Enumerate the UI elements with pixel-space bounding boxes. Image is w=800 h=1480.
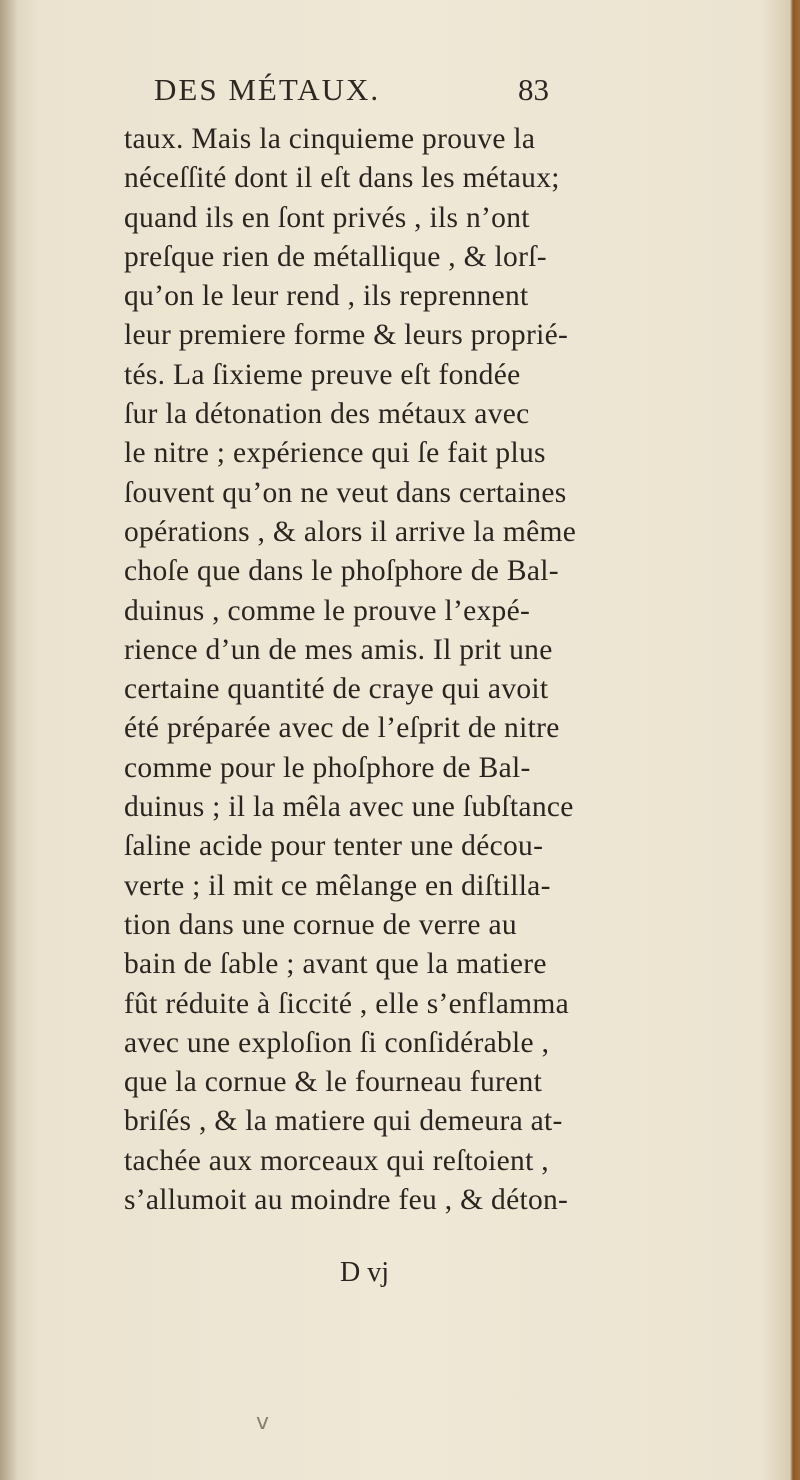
text-line: ſouvent qu’on ne veut dans certaines bbox=[124, 476, 567, 509]
text-line: fût réduite à ſiccité , elle s’enflamma bbox=[124, 987, 569, 1020]
body-text bbox=[124, 120, 584, 1288]
text-line: qu’on le leur rend , ils reprennent bbox=[124, 280, 529, 313]
text-line: ſaline acide pour tenter une décou- bbox=[124, 830, 544, 863]
text-line: tachée aux morceaux qui reſtoient , bbox=[124, 1144, 549, 1177]
text-line: duinus , comme le prouve l’expé- bbox=[124, 594, 531, 627]
text-line: leur premiere forme & leurs proprié- bbox=[124, 319, 569, 352]
gutter-shadow bbox=[0, 0, 18, 1480]
page-number: 83 bbox=[518, 72, 549, 107]
text-line: opérations , & alors il arrive la même bbox=[124, 515, 577, 548]
text-line: taux. Mais la cinquieme prouve la bbox=[124, 123, 536, 155]
text-line: le nitre ; expérience qui ſe fait plus bbox=[124, 437, 546, 470]
text-line: verte ; il mit ce mêlange en diſtilla- bbox=[124, 869, 551, 902]
text-line: bain de ſable ; avant que la matiere bbox=[124, 948, 547, 981]
signature-mark: D vj bbox=[340, 1257, 389, 1288]
text-line: été préparée avec de l’eſprit de nitre bbox=[124, 712, 560, 745]
page-header bbox=[140, 72, 580, 112]
text-line: rience d’un de mes amis. Il prit une bbox=[124, 633, 553, 666]
text-line: tés. La ſixieme preuve eſt fondée bbox=[124, 358, 521, 391]
page-footer bbox=[124, 1257, 584, 1297]
text-line: duinus ; il la mêla avec une ſubſtance bbox=[124, 791, 574, 824]
text-line: comme pour le phoſphore de Bal- bbox=[124, 751, 531, 784]
text-line: que la cornue & le fourneau furent bbox=[124, 1066, 543, 1099]
pencil-mark: v bbox=[256, 1410, 270, 1435]
running-head: DES MÉTAUX. bbox=[154, 72, 381, 107]
text-line: preſque rien de métallique , & lorſ- bbox=[124, 240, 547, 273]
text-line: choſe que dans le phoſphore de Bal- bbox=[124, 555, 559, 588]
text-line: néceſſité dont il eſt dans les métaux; bbox=[124, 162, 560, 195]
text-line: s’allumoit au moindre feu , & déton- bbox=[124, 1184, 569, 1217]
text-line: quand ils en ſont privés , ils n’ont bbox=[124, 201, 530, 234]
text-line: tion dans une cornue de verre au bbox=[124, 908, 517, 941]
text-line: briſés , & la matiere qui demeura at- bbox=[124, 1105, 563, 1138]
text-line: ſur la détonation des métaux avec bbox=[124, 398, 530, 431]
text-line: avec une exploſion ſi conſidérable , bbox=[124, 1026, 550, 1059]
text-line: certaine quantité de craye qui avoit bbox=[124, 673, 549, 706]
